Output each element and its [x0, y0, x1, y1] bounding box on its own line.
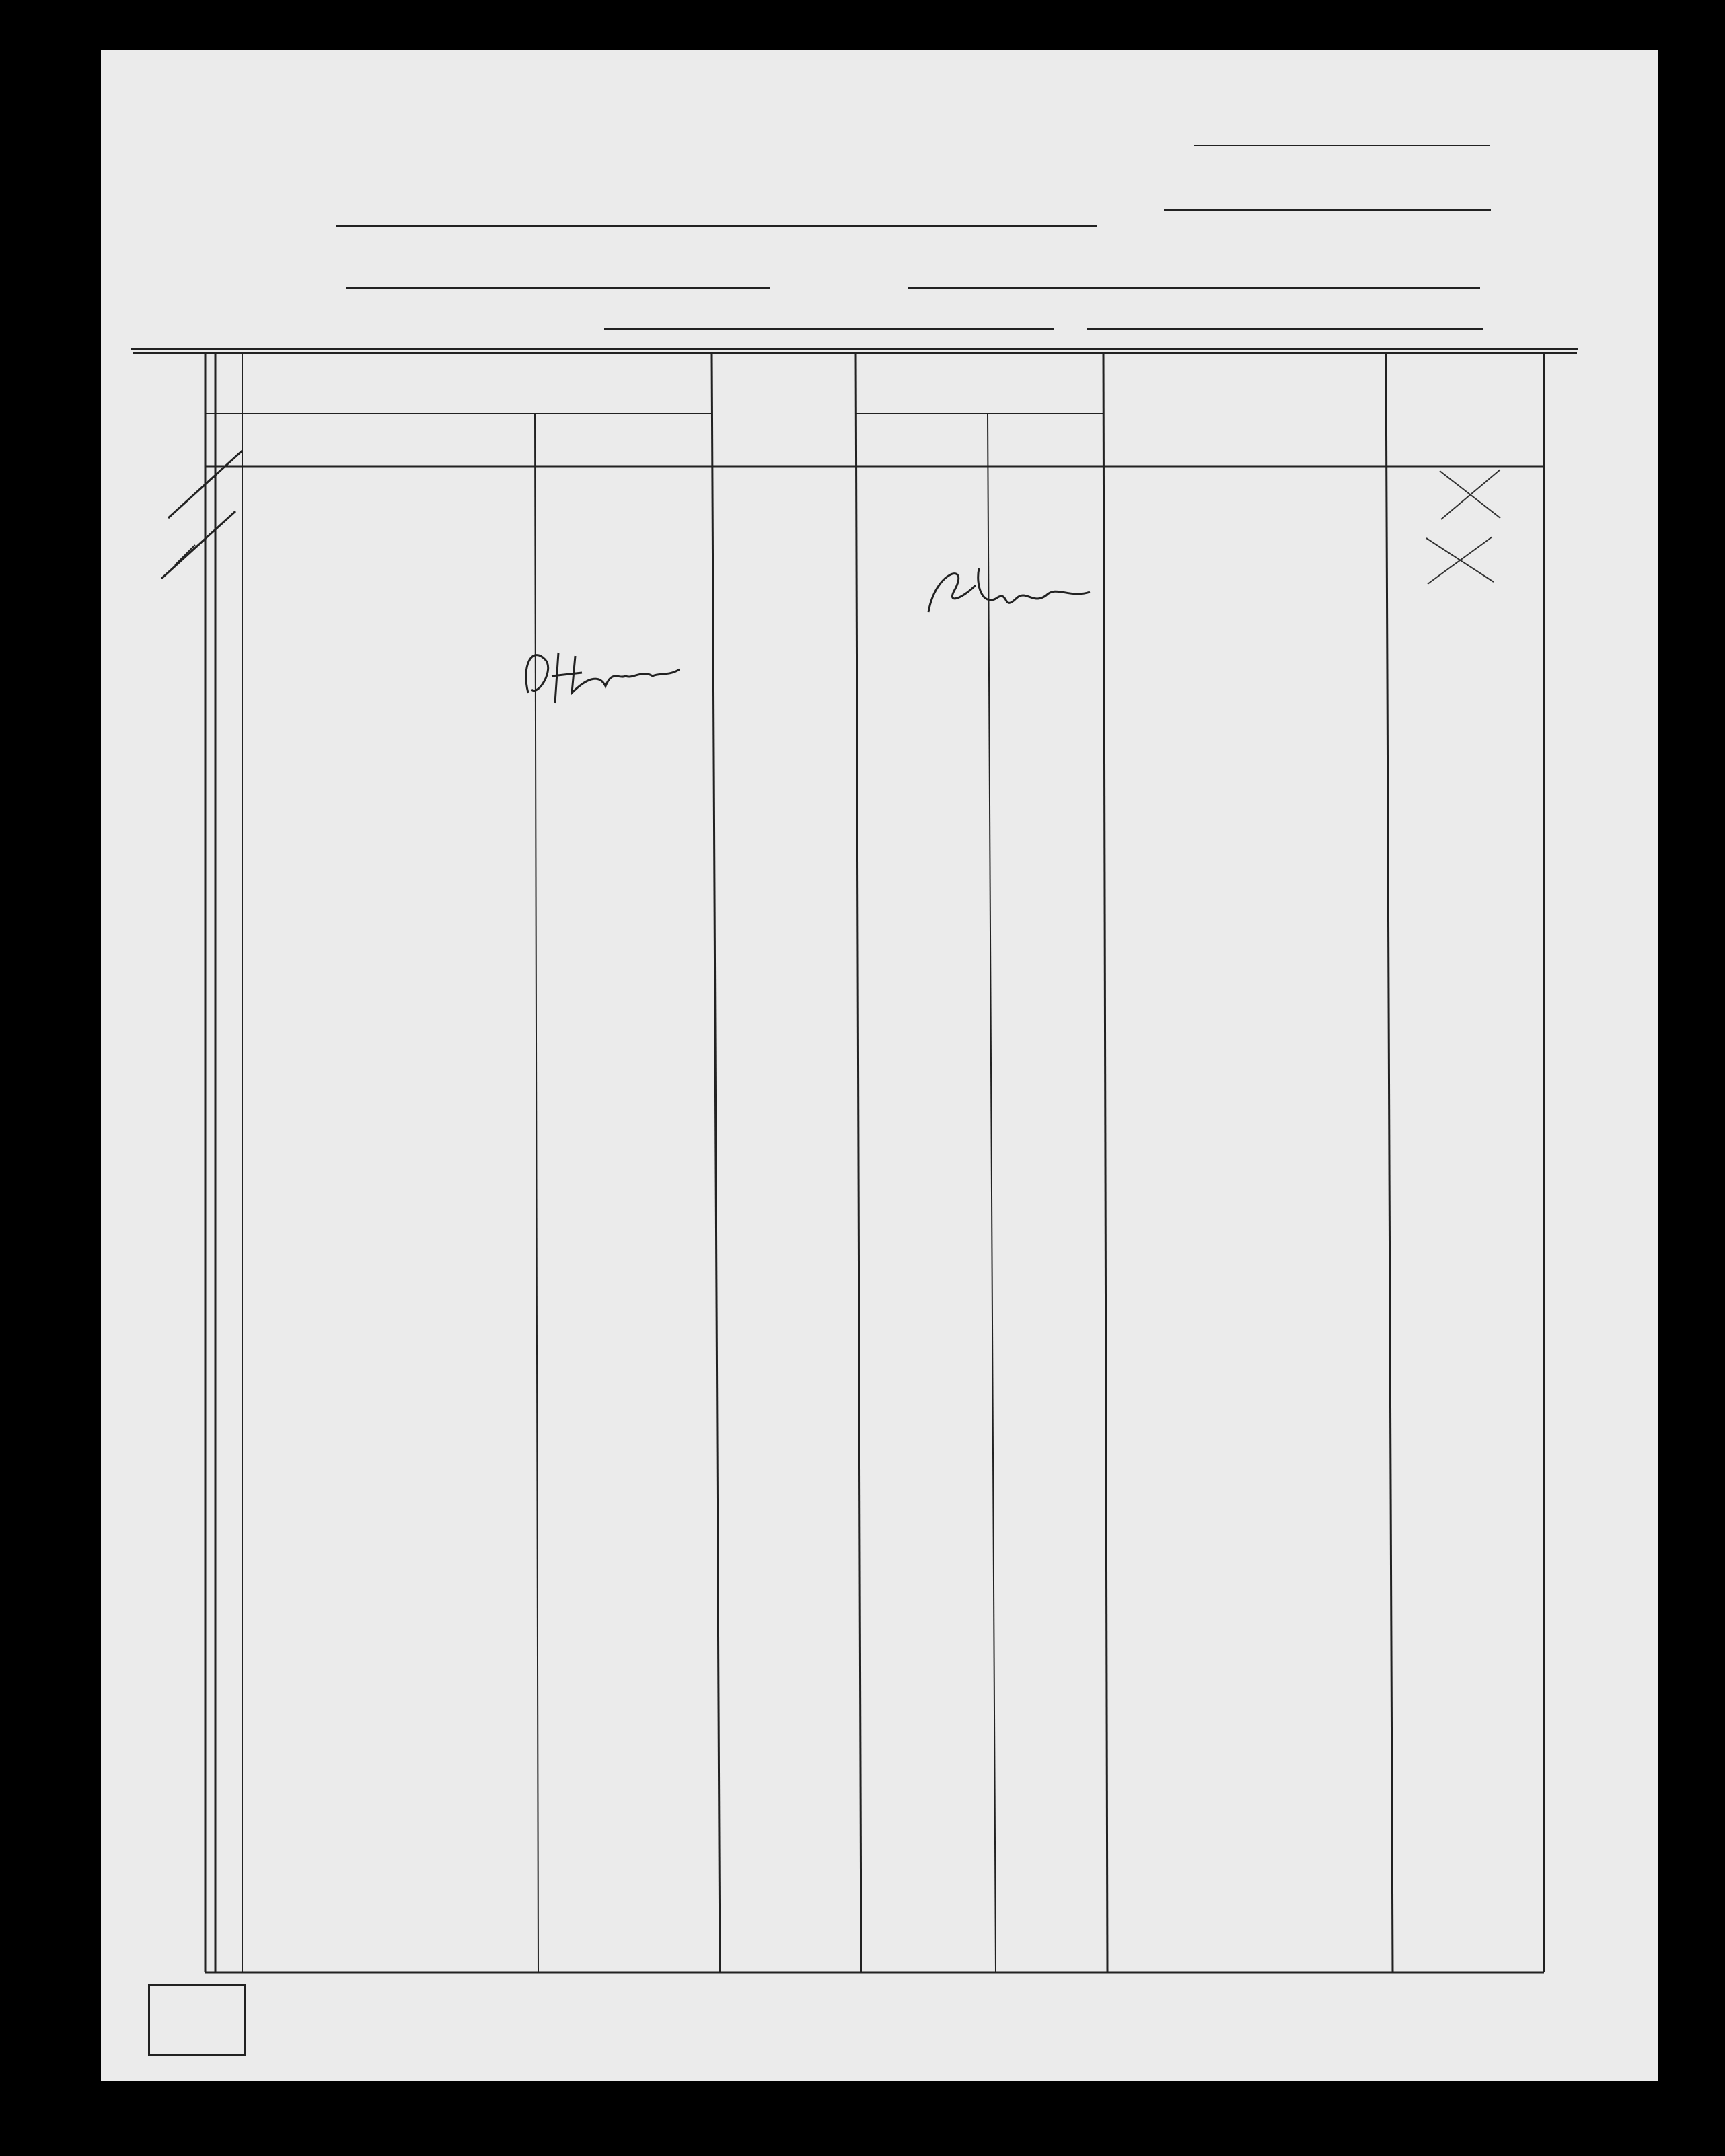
- inspector-signature: [915, 558, 1103, 626]
- official-x-mark-2: [1420, 531, 1500, 592]
- row-check-marks: [155, 444, 262, 592]
- official-x-mark-1: [1433, 464, 1507, 525]
- total-number-box: [148, 1984, 246, 2056]
- purser-signature: [518, 639, 693, 706]
